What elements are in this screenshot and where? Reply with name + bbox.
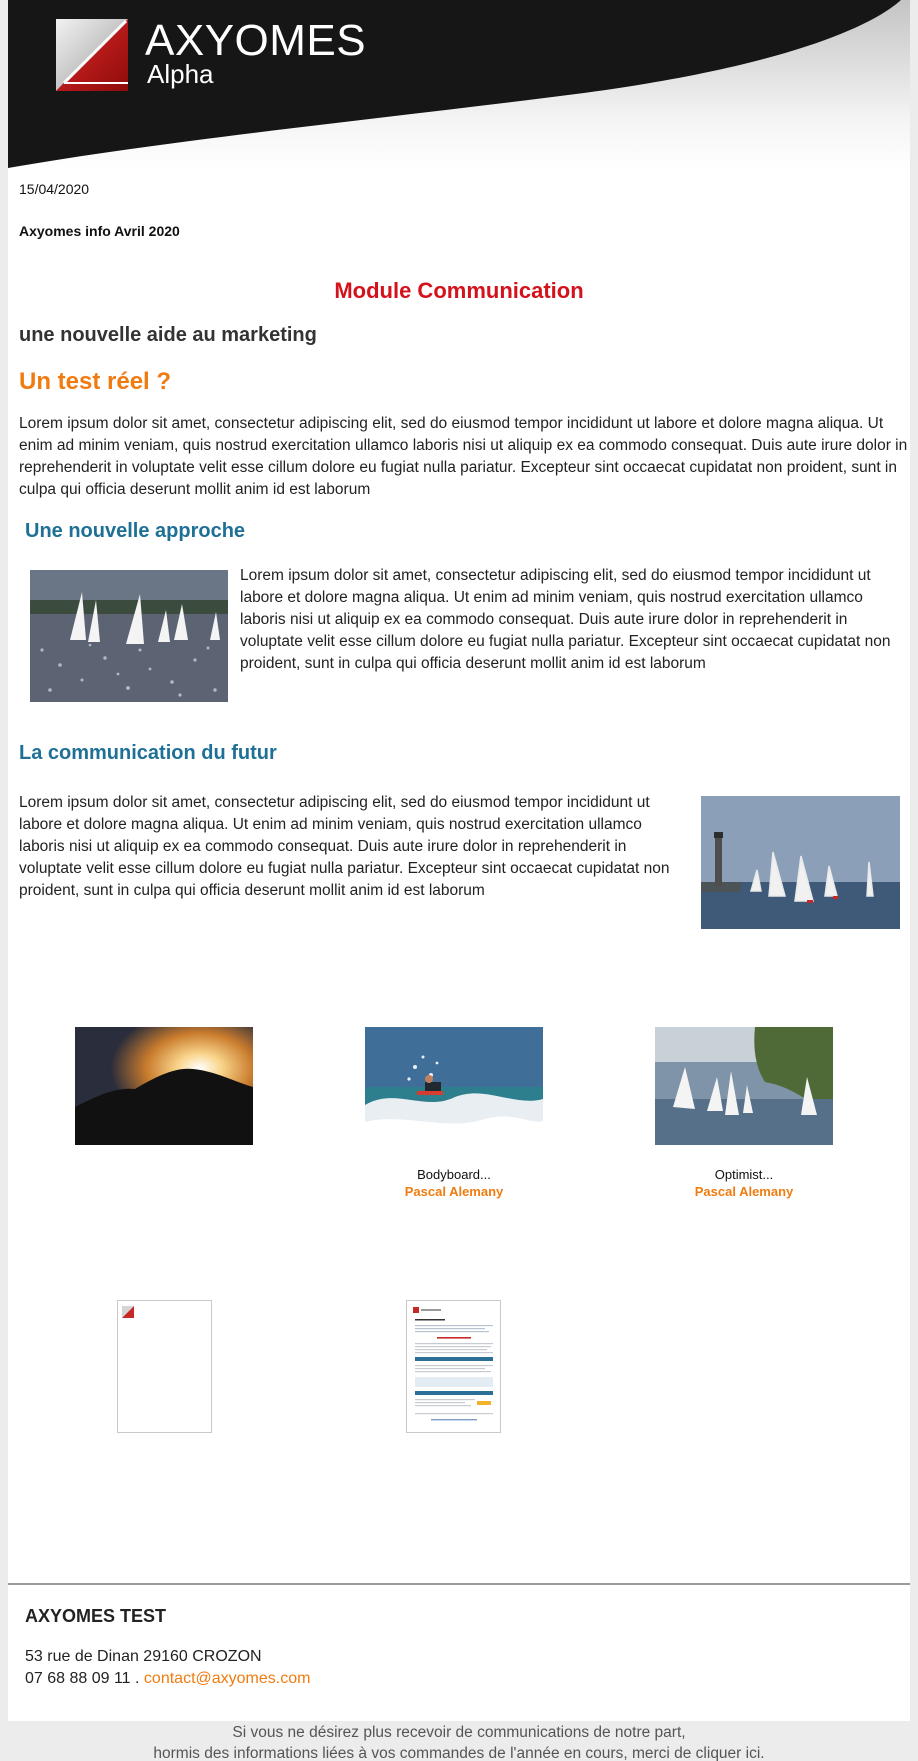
section-heading-communication-futur: La communication du futur: [19, 742, 277, 764]
issue-date: 15/04/2020: [19, 181, 90, 197]
unsubscribe-line-2[interactable]: hormis des informations liées à vos commandes de l'année en cours, merci de cliquer ici.: [153, 1745, 765, 1761]
company-email-link[interactable]: contact@axyomes.com: [143, 1670, 311, 1687]
gallery-photo-optimist[interactable]: [655, 1027, 833, 1145]
footer-divider: [8, 1583, 910, 1585]
photo-lighthouse-sailboats[interactable]: [701, 796, 900, 929]
document-thumbnail-blank[interactable]: [117, 1300, 212, 1433]
company-contact: [25, 1670, 310, 1688]
issue-title: Axyomes info Avril 2020: [19, 223, 180, 239]
section-heading-nouvelle-approche: Une nouvelle approche: [25, 520, 246, 542]
company-address: 53 rue de Dinan 29160 CROZON: [25, 1648, 262, 1665]
section-heading-test-reel: Un test réel ?: [19, 368, 172, 395]
brand-name: AXYOMES: [145, 16, 367, 65]
company-name: AXYOMES TEST: [25, 1606, 167, 1626]
gallery-photo-sunset[interactable]: [75, 1027, 253, 1145]
unsubscribe-line-1: Si vous ne désirez plus recevoir de communications de notre part,: [232, 1724, 686, 1741]
section-text-test-reel: Lorem ipsum dolor sit amet, consectetur adipiscing elit, sed do eiusmod tempor incididunt ut labore et dolore magna aliqua. Ut enim ad minim veniam, quis nostrud exercitation ullamco laboris nisi ut aliquip ex ea commodo consequat. Duis aute irure dolor in reprehenderit in voluptate velit esse cillum dolore eu fugiat nulla pariatur. Excepteur sint occaecat cupidatat non proident, sunt in culpa qui officia deserunt mollit anim id est laborum: [19, 415, 908, 498]
photo-regatta-sailboats[interactable]: [30, 570, 228, 702]
section-text-nouvelle-approche: Lorem ipsum dolor sit amet, consectetur adipiscing elit, sed do eiusmod tempor incididunt ut labore et dolore magna aliqua. Ut enim ad minim veniam, quis nostrud exercitation ullamco laboris nisi ut aliquip ex ea commodo consequat. Duis aute irure dolor in reprehenderit in voluptate velit esse cillum dolore eu fugiat nulla pariatur. Excepteur sint occaecat cupidatat non proident, sunt in culpa qui officia deserunt mollit anim id est laborum: [240, 567, 891, 672]
module-heading: Module Communication: [334, 278, 584, 303]
gallery-caption-title: Optimist...: [714, 1167, 774, 1182]
header-banner: [8, 0, 910, 170]
gallery-photo-bodyboard[interactable]: [365, 1027, 543, 1145]
banner-background: [8, 0, 910, 170]
section-text-communication-futur: Lorem ipsum dolor sit amet, consectetur adipiscing elit, sed do eiusmod tempor incididunt ut labore et dolore magna aliqua. Ut enim ad minim veniam, quis nostrud exercitation ullamco laboris nisi ut aliquip ex ea commodo consequat. Duis aute irure dolor in reprehenderit in voluptate velit esse cillum dolore eu fugiat nulla pariatur. Excepteur sint occaecat cupidatat non proident, sunt in culpa qui officia deserunt mollit anim id est laborum: [19, 794, 670, 899]
newsletter-sheet: [8, 0, 910, 1721]
document-thumbnail-newsletter[interactable]: [406, 1300, 501, 1433]
brand-subtitle: Alpha: [147, 59, 214, 89]
gallery-caption-title: Bodyboard...: [417, 1167, 491, 1182]
unsubscribe-notice[interactable]: [0, 1722, 918, 1761]
gallery-caption-author[interactable]: Pascal Alemany: [694, 1184, 794, 1199]
gallery-caption-author[interactable]: Pascal Alemany: [404, 1184, 504, 1199]
newsletter-subtitle: une nouvelle aide au marketing: [19, 324, 317, 346]
company-phone: 07 68 88 09 11 .: [25, 1670, 144, 1687]
axyomes-logo-icon: [56, 19, 128, 91]
